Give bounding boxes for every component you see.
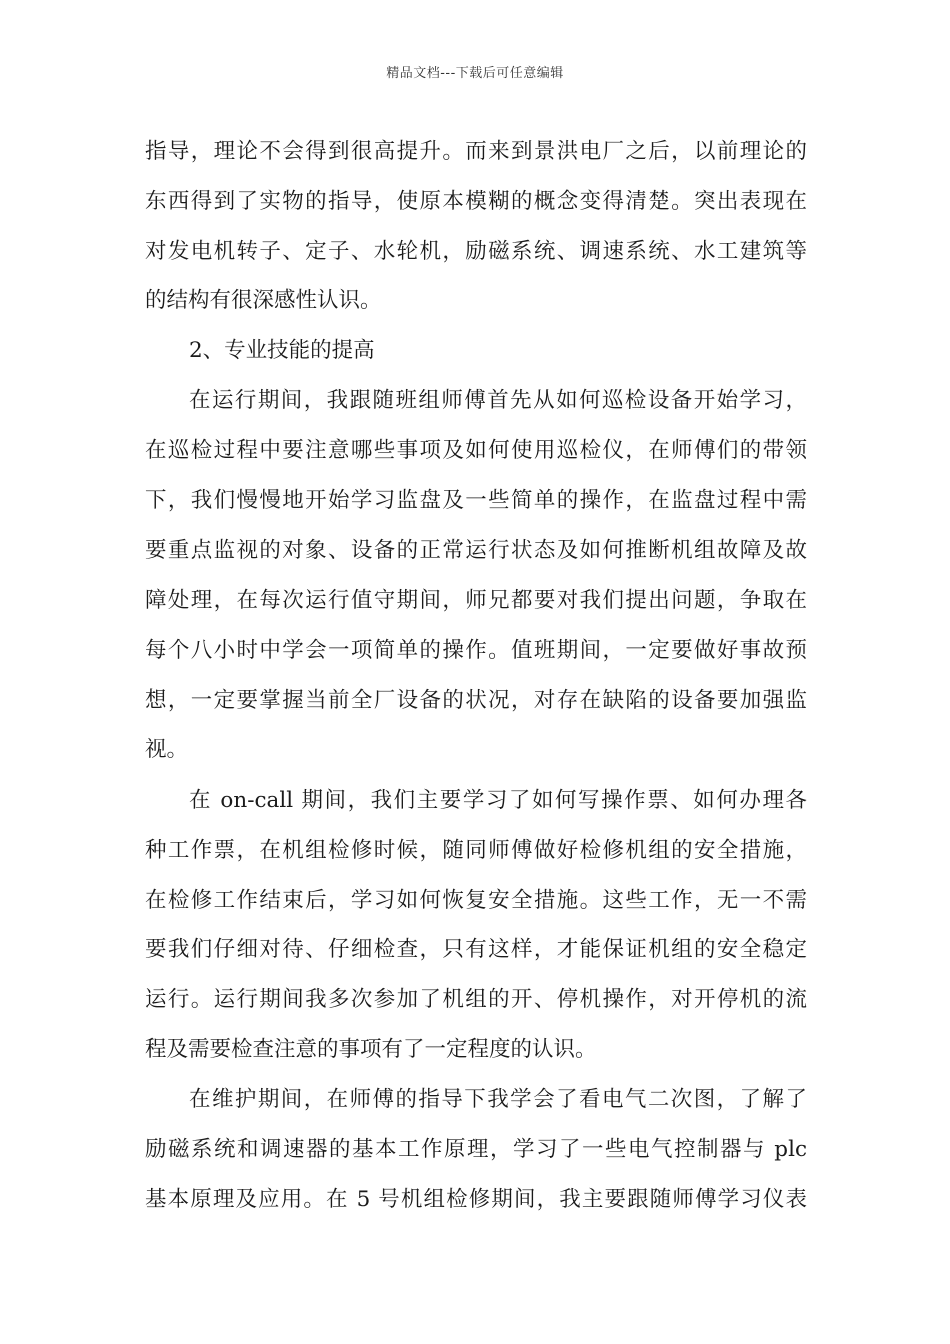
body-line-17: 要我们仔细对待、仔细检查，只有这样，才能保证机组的安全稳定 bbox=[145, 937, 807, 962]
body-line-7: 在巡检过程中要注意哪些事项及如何使用巡检仪，在师傅们的带领 bbox=[145, 438, 807, 463]
body-line-19: 程及需要检查注意的事项有了一定程度的认识。 bbox=[145, 1037, 597, 1062]
body-line-15: 种工作票，在机组检修时候，随同师傅做好检修机组的安全措施， bbox=[145, 838, 807, 863]
body-line-11: 每个八小时中学会一项简单的操作。值班期间，一定要做好事故预 bbox=[145, 638, 807, 663]
body-line-18: 运行。运行期间我多次参加了机组的开、停机操作，对开停机的流 bbox=[145, 987, 807, 1012]
section-heading: 2、专业技能的提高 bbox=[189, 338, 375, 363]
body-line-4: 的结构有很深感性认识。 bbox=[145, 288, 382, 313]
body-line-21: 励磁系统和调速器的基本工作原理，学习了一些电气控制器与 plc bbox=[145, 1137, 807, 1162]
body-line-20: 在维护期间，在师傅的指导下我学会了看电气二次图，了解了 bbox=[189, 1087, 807, 1112]
body-line-13: 视。 bbox=[145, 737, 189, 762]
body-line-2: 东西得到了实物的指导，使原本模糊的概念变得清楚。突出表现在 bbox=[145, 189, 807, 214]
body-line-9: 要重点监视的对象、设备的正常运行状态及如何推断机组故障及故 bbox=[145, 538, 807, 563]
body-line-1: 指导，理论不会得到很高提升。而来到景洪电厂之后，以前理论的 bbox=[145, 139, 807, 164]
page-header: 精品文档---下载后可任意编辑 bbox=[386, 66, 564, 81]
body-line-22: 基本原理及应用。在 5 号机组检修期间，我主要跟随师傅学习仪表 bbox=[145, 1187, 807, 1212]
body-line-8: 下，我们慢慢地开始学习监盘及一些简单的操作，在监盘过程中需 bbox=[145, 488, 807, 513]
body-line-6: 在运行期间，我跟随班组师傅首先从如何巡检设备开始学习， bbox=[189, 388, 807, 413]
body-line-16: 在检修工作结束后，学习如何恢复安全措施。这些工作，无一不需 bbox=[145, 888, 807, 913]
body-line-14: 在 on-call 期间，我们主要学习了如何写操作票、如何办理各 bbox=[189, 788, 807, 813]
body-line-10: 障处理，在每次运行值守期间，师兄都要对我们提出问题，争取在 bbox=[145, 588, 807, 613]
body-line-3: 对发电机转子、定子、水轮机，励磁系统、调速系统、水工建筑等 bbox=[145, 239, 807, 264]
body-line-12: 想，一定要掌握当前全厂设备的状况，对存在缺陷的设备要加强监 bbox=[145, 688, 807, 713]
